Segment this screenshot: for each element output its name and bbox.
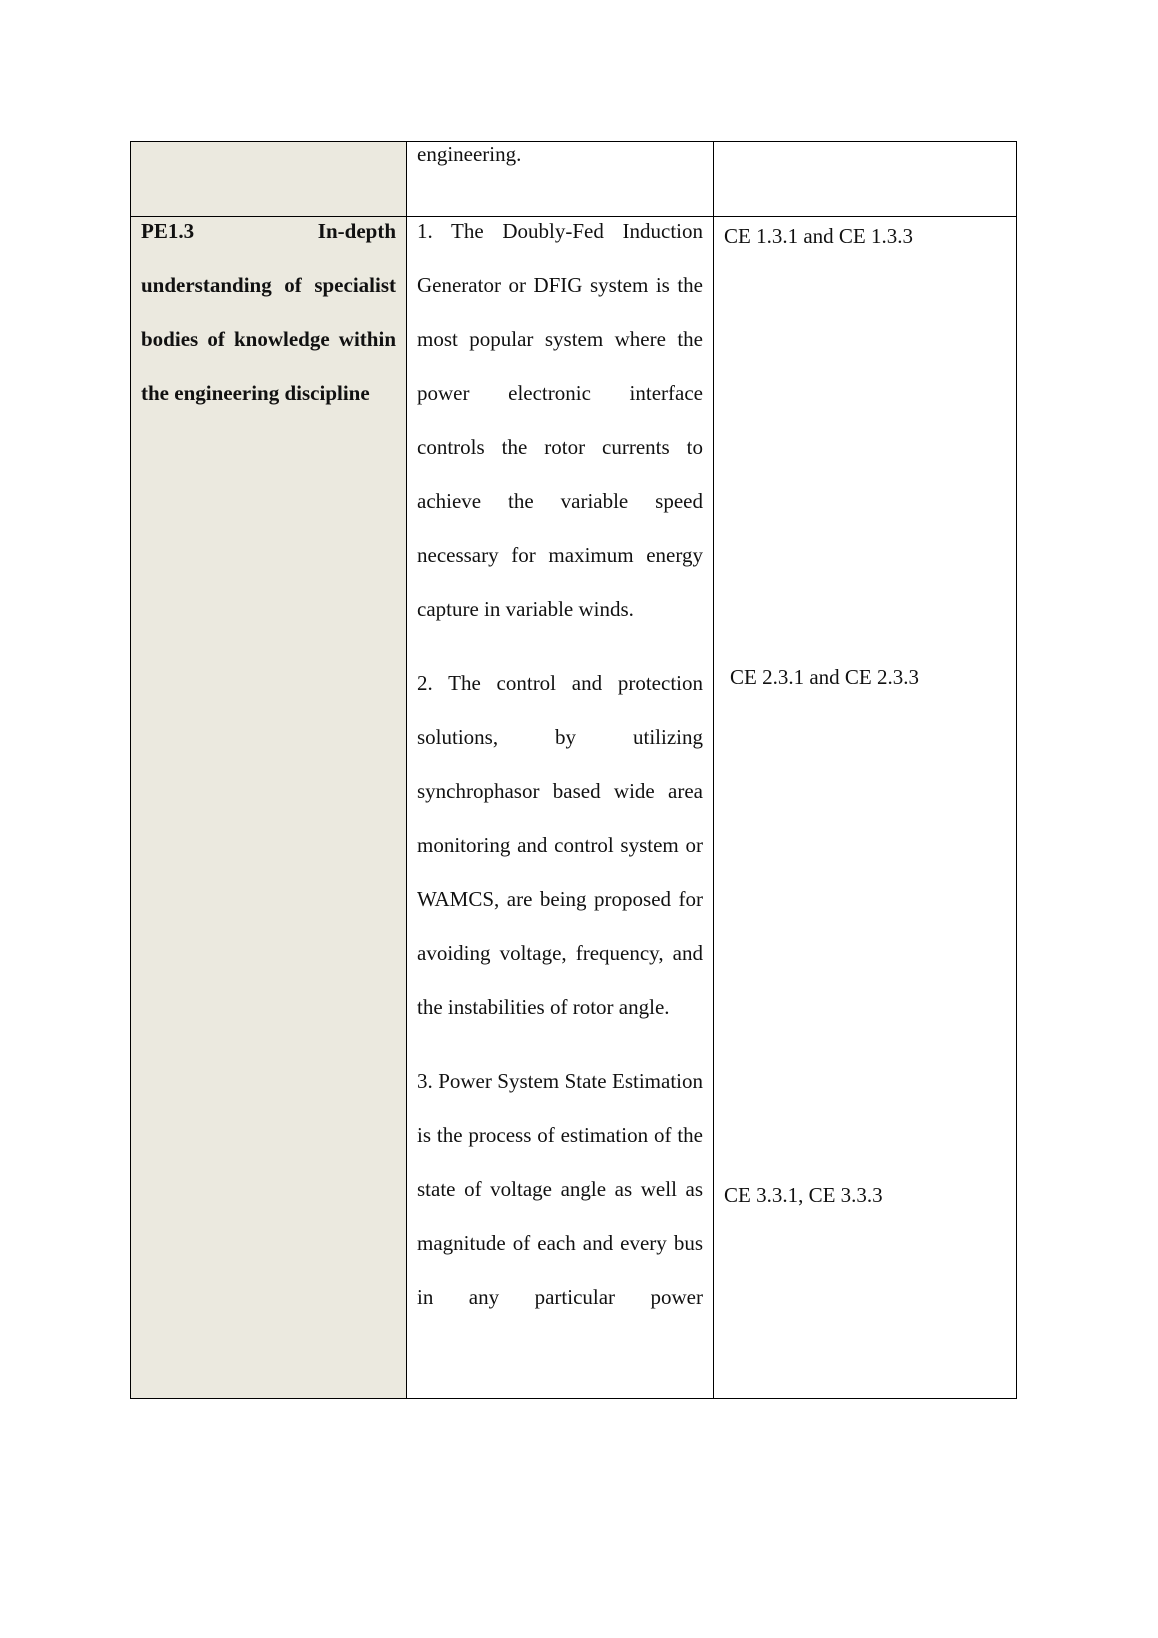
reference-2: CE 2.3.1 and CE 2.3.3 xyxy=(730,665,919,689)
reference-3: CE 3.3.1, CE 3.3.3 xyxy=(724,1183,883,1207)
description-item-1: 1. The Doubly-Fed Induction Generator or DFIG system is the most popular system where the power electronic interface controls the rotor currents to achieve the variable speed necessary for maximum energy capture in variable winds. xyxy=(417,219,703,621)
reference-cell-empty xyxy=(714,142,1017,217)
continuation-text: engineering. xyxy=(417,142,522,166)
description-item-2: 2. The control and protection solutions, by utilizing synchrophasor based wide area monitoring and control system or WAMCS, are being proposed for avoiding voltage, frequency, and the instabilities of rotor angle. xyxy=(417,671,703,1019)
reference-1: CE 1.3.1 and CE 1.3.3 xyxy=(724,224,913,248)
element-title: PE1.3 In-depth understanding of specialist bodies of knowledge within the engineering discipline xyxy=(141,219,396,405)
description-item-3: 3. Power System State Estimation is the process of estimation of the state of voltage angle as well as magnitude of each and every bus in any particular power xyxy=(417,1069,703,1309)
element-cell-empty xyxy=(131,142,407,217)
description-cell-continuation xyxy=(407,142,714,217)
reference-cell xyxy=(714,217,1017,1399)
table-row-continuation xyxy=(131,142,1017,217)
competency-table xyxy=(130,141,1017,1399)
table-row-pe13 xyxy=(131,217,1017,1399)
description-cell xyxy=(407,217,714,1399)
element-cell xyxy=(131,217,407,1399)
